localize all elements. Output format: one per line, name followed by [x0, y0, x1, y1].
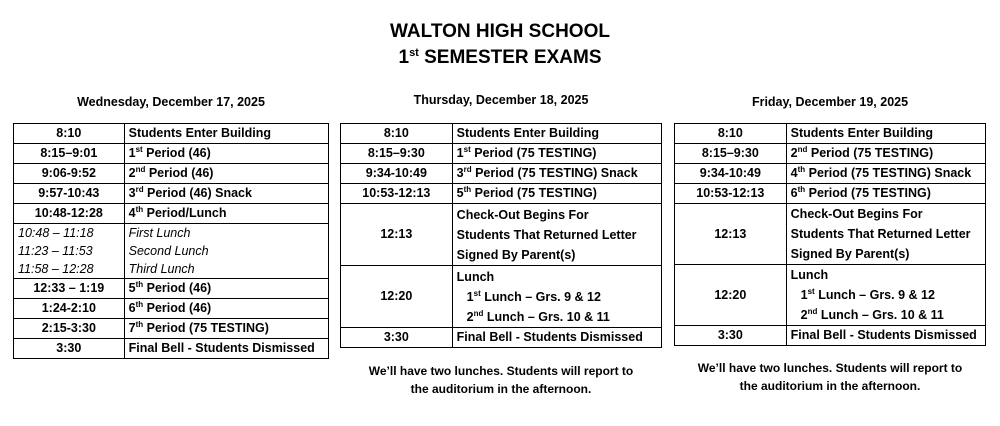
lunch-label: Lunch	[790, 268, 829, 282]
time-cell: 8:15–9:30	[675, 144, 787, 164]
event-cell: 5th Period (46)	[124, 279, 328, 299]
lunch-time-cell: 10:48 – 11:18	[14, 224, 125, 243]
lunch-cell	[786, 265, 985, 326]
lunch-line: 2nd Lunch – Grs. 10 & 11	[800, 307, 944, 322]
time-cell: 9:06-9:52	[14, 164, 125, 184]
time-cell: 9:34-10:49	[675, 164, 787, 184]
event-cell: Students Enter Building	[124, 124, 328, 144]
thursday-date: Thursday, December 18, 2025	[413, 93, 589, 107]
checkout-line: Signed By Parent(s)	[456, 247, 576, 262]
event-cell: Students Enter Building	[452, 124, 661, 144]
table-row	[341, 124, 662, 144]
event-cell: Final Bell - Students Dismissed	[124, 339, 328, 359]
time-cell: 10:48-12:28	[14, 204, 125, 224]
lunch-time-cell: 11:23 – 11:53	[14, 242, 125, 260]
time-cell: 8:10	[675, 124, 787, 144]
time-cell: 3:30	[341, 328, 453, 348]
event-cell: 5th Period (75 TESTING)	[452, 184, 661, 204]
thursday-schedule	[340, 123, 662, 348]
checkout-cell	[786, 204, 985, 265]
table-row	[14, 339, 329, 359]
time-cell: 12:20	[341, 266, 453, 328]
table-row	[14, 224, 329, 243]
time-cell: 8:10	[14, 124, 125, 144]
event-cell: 1st Period (75 TESTING)	[452, 144, 661, 164]
table-row	[341, 184, 662, 204]
time-cell: 8:15–9:01	[14, 144, 125, 164]
table-row	[675, 184, 986, 204]
table-row	[14, 164, 329, 184]
event-cell: 2nd Period (46)	[124, 164, 328, 184]
lunch-time-cell: 11:58 – 12:28	[14, 260, 125, 279]
table-row	[675, 164, 986, 184]
time-cell: 12:13	[675, 204, 787, 265]
table-row	[341, 164, 662, 184]
table-row	[675, 326, 986, 346]
time-cell: 10:53-12:13	[675, 184, 787, 204]
table-row	[341, 328, 662, 348]
table-row	[341, 266, 662, 328]
event-cell: 3rd Period (75 TESTING) Snack	[452, 164, 661, 184]
table-row	[14, 260, 329, 279]
time-cell: 12:20	[675, 265, 787, 326]
event-cell: Final Bell - Students Dismissed	[452, 328, 661, 348]
lunch-name-cell: Second Lunch	[124, 242, 328, 260]
wednesday-schedule	[13, 123, 329, 359]
exam-title: 1st SEMESTER EXAMS	[398, 47, 602, 68]
checkout-cell	[452, 204, 661, 266]
checkout-line: Check-Out Begins For	[456, 207, 589, 222]
lunch-name-cell: First Lunch	[124, 224, 328, 243]
checkout-line: Signed By Parent(s)	[790, 247, 910, 261]
event-cell: 6th Period (46)	[124, 299, 328, 319]
time-cell: 12:33 – 1:19	[14, 279, 125, 299]
checkout-line: Students That Returned Letter	[456, 227, 637, 242]
lunch-label: Lunch	[456, 269, 495, 284]
event-cell: 4th Period (75 TESTING) Snack	[786, 164, 985, 184]
time-cell: 1:24-2:10	[14, 299, 125, 319]
friday-date: Friday, December 19, 2025	[751, 95, 909, 109]
time-cell: 3:30	[14, 339, 125, 359]
table-row	[14, 242, 329, 260]
event-cell: 2nd Period (75 TESTING)	[786, 144, 985, 164]
school-title: WALTON HIGH SCHOOL	[390, 21, 610, 42]
checkout-line: Check-Out Begins For	[790, 207, 923, 221]
thursday-note: We’ll have two lunches. Students will report to the auditorium in the afternoon.	[368, 364, 634, 396]
table-row	[14, 124, 329, 144]
table-row	[341, 204, 662, 266]
checkout-line: Students That Returned Letter	[790, 227, 971, 241]
time-cell: 9:57-10:43	[14, 184, 125, 204]
lunch-line: 2nd Lunch – Grs. 10 & 11	[466, 308, 610, 324]
table-row	[675, 265, 986, 326]
time-cell: 8:15–9:30	[341, 144, 453, 164]
table-row	[675, 144, 986, 164]
friday-note: We’ll have two lunches. Students will report to the auditorium in the afternoon.	[697, 361, 963, 393]
table-row	[14, 299, 329, 319]
table-row	[14, 184, 329, 204]
event-cell: Students Enter Building	[786, 124, 985, 144]
event-cell: Final Bell - Students Dismissed	[786, 326, 985, 346]
event-cell: 3rd Period (46) Snack	[124, 184, 328, 204]
time-cell: 2:15-3:30	[14, 319, 125, 339]
time-cell: 10:53-12:13	[341, 184, 453, 204]
table-row	[341, 144, 662, 164]
time-cell: 12:13	[341, 204, 453, 266]
event-cell: 6th Period (75 TESTING)	[786, 184, 985, 204]
lunch-line: 1st Lunch – Grs. 9 & 12	[800, 287, 935, 302]
event-cell: 4th Period/Lunch	[124, 204, 328, 224]
table-row	[14, 204, 329, 224]
time-cell: 9:34-10:49	[341, 164, 453, 184]
wednesday-date: Wednesday, December 17, 2025	[77, 95, 265, 109]
table-row	[675, 204, 986, 265]
lunch-name-cell: Third Lunch	[124, 260, 328, 279]
lunch-line: 1st Lunch – Grs. 9 & 12	[466, 288, 601, 304]
event-cell: 7th Period (75 TESTING)	[124, 319, 328, 339]
table-row	[14, 144, 329, 164]
table-row	[14, 319, 329, 339]
table-row	[14, 279, 329, 299]
time-cell: 3:30	[675, 326, 787, 346]
friday-schedule	[674, 123, 986, 346]
time-cell: 8:10	[341, 124, 453, 144]
table-row	[675, 124, 986, 144]
lunch-cell	[452, 266, 661, 328]
event-cell: 1st Period (46)	[124, 144, 328, 164]
